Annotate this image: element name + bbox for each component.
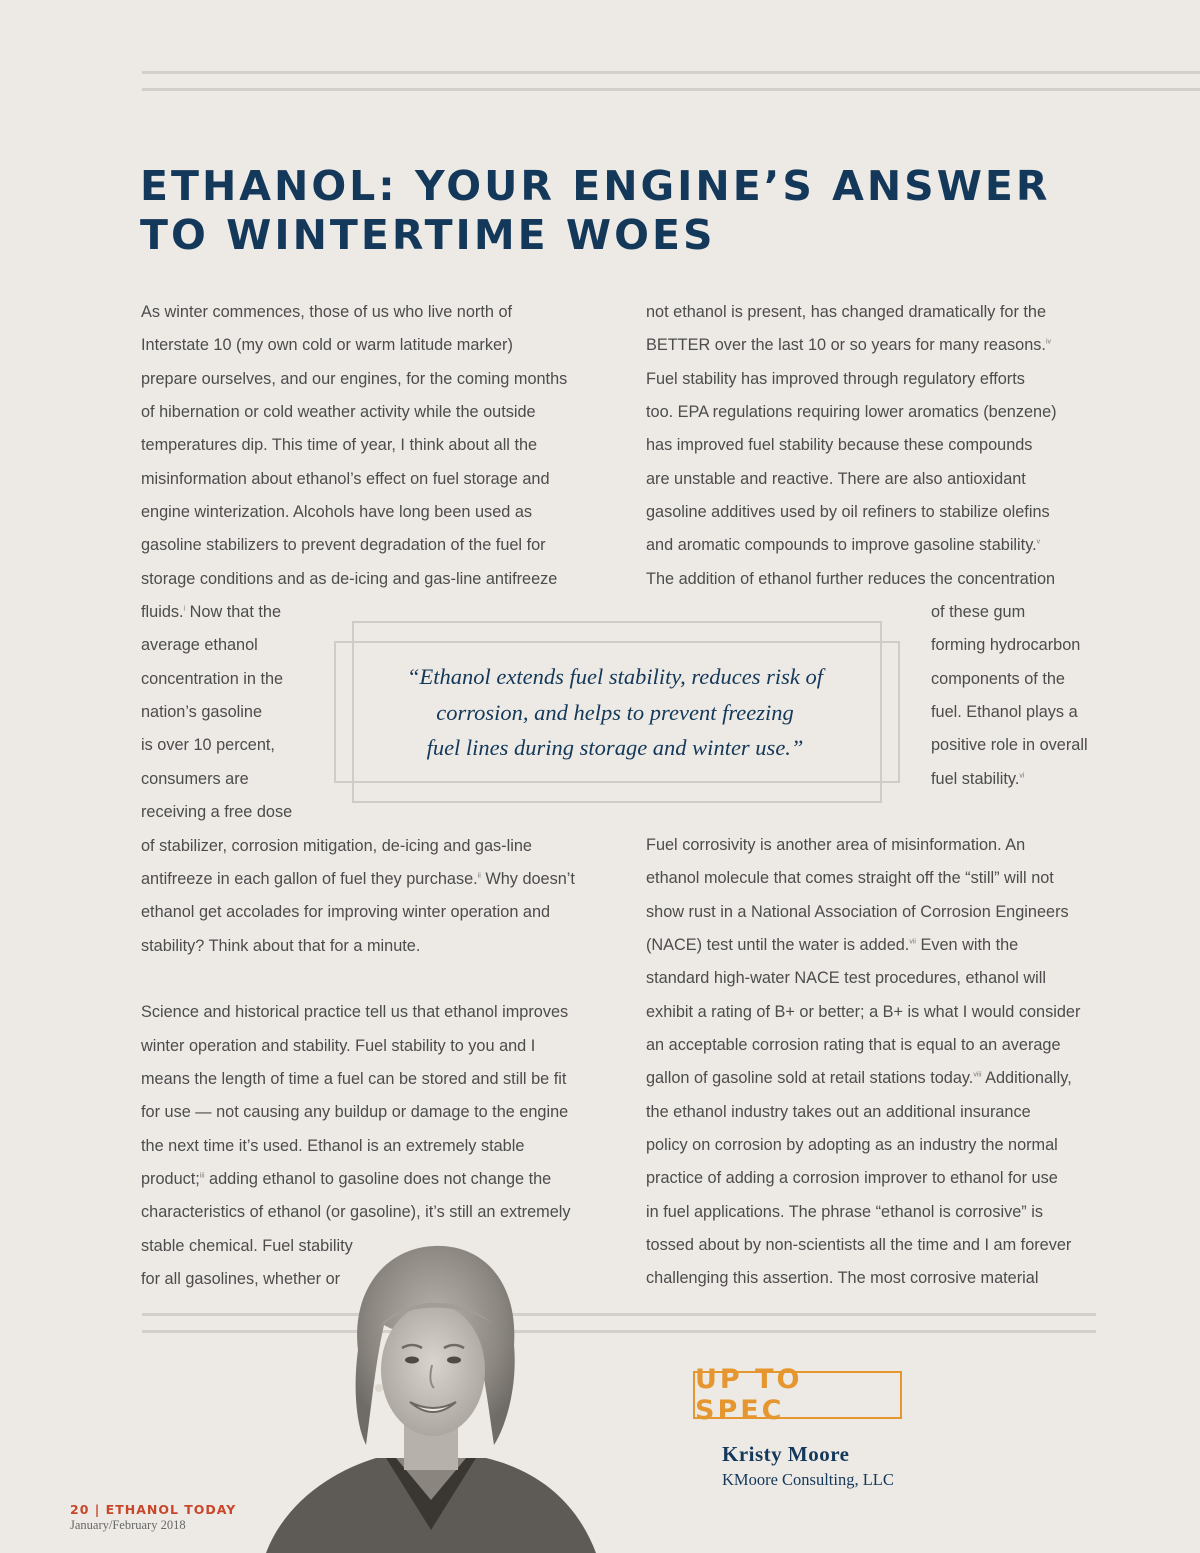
pull-quote-line: corrosion, and helps to prevent freezing — [436, 699, 794, 725]
text-segment: As winter commences, those of us who live north of — [141, 303, 513, 321]
author-portrait — [266, 1230, 596, 1553]
text-segment: the next time it’s used. Ethanol is an extremely stable — [141, 1136, 525, 1155]
text-line — [141, 529, 575, 562]
text-segment: winter operation and stability. Fuel stability to you and I — [141, 1036, 536, 1055]
text-segment: product; — [141, 1169, 200, 1188]
text-line — [646, 1096, 1080, 1129]
endnote-ref: i — [183, 605, 186, 613]
text-line — [646, 496, 1057, 529]
text-segment: Even with the — [915, 936, 1019, 955]
text-line — [141, 1196, 575, 1229]
up-to-spec-label: UP TO SPEC — [695, 1364, 803, 1426]
text-line — [646, 829, 1080, 862]
text-segment: adding ethanol to gasoline does not change the — [204, 1169, 552, 1188]
text-segment: of these gum — [931, 603, 1026, 621]
text-segment: Now that the — [185, 603, 282, 622]
text-line — [141, 1063, 575, 1096]
text-segment: an acceptable corrosion rating that is equal to an average — [646, 1036, 1061, 1055]
right-column-bottom — [646, 829, 1080, 1296]
right-column-wrap — [931, 596, 1088, 796]
text-line — [646, 1029, 1080, 1062]
text-line — [931, 629, 1088, 662]
text-line — [141, 296, 575, 329]
text-line — [141, 1096, 575, 1129]
text-segment: storage conditions and as de-icing and gas-line antifreeze — [141, 569, 558, 588]
text-line — [141, 396, 575, 429]
text-line — [646, 396, 1057, 429]
text-segment: policy on corrosion by adopting as an industry the normal — [646, 1136, 1058, 1155]
text-segment: nation’s gasoline — [141, 703, 262, 722]
text-line — [931, 729, 1088, 762]
text-line — [646, 1229, 1080, 1262]
text-line — [646, 463, 1057, 496]
pull-quote-line: “Ethanol extends fuel stability, reduces risk of — [407, 664, 823, 689]
text-line — [646, 1062, 1080, 1095]
endnote-ref: ii — [477, 872, 481, 880]
text-line — [141, 896, 575, 929]
text-segment: receiving a free dose — [141, 803, 293, 822]
title-line: TO WINTERTIME WOES — [140, 211, 716, 259]
text-line — [141, 363, 575, 396]
text-line — [646, 529, 1057, 562]
text-line — [141, 496, 575, 529]
pull-quote-line: fuel lines during storage and winter use.” — [426, 735, 804, 760]
text-segment: show rust in a National Association of Corrosion Engineers — [646, 902, 1069, 921]
text-segment: (NACE) test until the water is added. — [646, 936, 910, 955]
title-line: ETHANOL: YOUR ENGINE’S ANSWER — [140, 162, 1051, 210]
endnote-ref: vi — [1019, 772, 1025, 780]
text-line — [931, 596, 1088, 629]
text-line — [931, 696, 1088, 729]
text-segment: Why doesn’t — [480, 869, 575, 888]
text-line — [141, 996, 575, 1029]
text-segment: stable chemical. Fuel stability — [141, 1236, 353, 1255]
text-line — [646, 862, 1080, 895]
endnote-ref: iii — [199, 1172, 205, 1180]
text-segment: Interstate 10 (my own cold or warm latitude marker) — [141, 336, 513, 355]
text-segment: gallon of gasoline sold at retail stations today. — [646, 1069, 974, 1088]
text-segment: too. EPA regulations requiring lower aromatics (benzene) — [646, 403, 1057, 422]
text-line — [646, 429, 1057, 462]
text-line — [646, 296, 1057, 329]
text-segment: for all gasolines, whether or — [141, 1269, 341, 1288]
text-segment: has improved fuel stability because these compounds — [646, 436, 1033, 455]
text-line — [141, 1163, 575, 1196]
text-segment: not ethanol is present, has changed dramatically for the — [646, 303, 1047, 321]
text-segment: Additionally, — [981, 1069, 1072, 1088]
text-line — [141, 930, 575, 963]
text-line — [141, 329, 575, 362]
text-line — [141, 429, 575, 462]
text-line — [646, 996, 1080, 1029]
text-segment: stability? Think about that for a minute. — [141, 936, 421, 955]
text-segment: of stabilizer, corrosion mitigation, de-icing and gas-line — [141, 836, 532, 855]
text-line — [931, 663, 1088, 696]
text-segment: engine winterization. Alcohols have long been used as — [141, 503, 533, 522]
endnote-ref: vii — [909, 938, 916, 946]
text-segment: practice of adding a corrosion improver to ethanol for use — [646, 1169, 1058, 1188]
text-segment: characteristics of ethanol (or gasoline), it’s still an extremely — [141, 1203, 571, 1222]
text-line — [646, 962, 1080, 995]
text-line — [646, 363, 1057, 396]
text-segment: challenging this assertion. The most corrosive material — [646, 1269, 1039, 1288]
text-segment: in fuel applications. The phrase “ethanol is corrosive” is — [646, 1202, 1043, 1221]
text-segment: antifreeze in each gallon of fuel they purchase. — [141, 869, 478, 888]
text-segment: The addition of ethanol further reduces the concentration — [646, 569, 1056, 588]
paragraph-break — [141, 963, 575, 996]
text-line — [646, 929, 1080, 962]
text-segment: are unstable and reactive. There are also antioxidant — [646, 469, 1026, 488]
text-line — [141, 1030, 575, 1063]
text-segment: Fuel stability has improved through regulatory efforts — [646, 369, 1025, 388]
text-segment: fluids. — [141, 603, 184, 622]
text-segment: Science and historical practice tell us that ethanol improves — [141, 1003, 569, 1022]
text-line — [141, 463, 575, 496]
text-segment: of hibernation or cold weather activity while the outside — [141, 403, 536, 422]
endnote-ref: iv — [1045, 338, 1052, 346]
endnote-ref: viii — [973, 1071, 982, 1079]
text-segment: components of the — [931, 669, 1065, 688]
text-segment: Fuel corrosivity is another area of misinformation. An — [646, 836, 1026, 854]
text-segment: fuel. Ethanol plays a — [931, 703, 1078, 722]
text-segment: forming hydrocarbon — [931, 636, 1081, 655]
text-segment: ethanol get accolades for improving winter operation and — [141, 903, 551, 922]
endnote-ref: v — [1036, 538, 1041, 546]
up-to-spec-badge — [693, 1364, 902, 1426]
text-segment: gasoline additives used by oil refiners to stabilize olefins — [646, 503, 1050, 522]
text-segment: misinformation about ethanol’s effect on fuel storage and — [141, 469, 550, 488]
text-segment: the ethanol industry takes out an additional insurance — [646, 1102, 1031, 1121]
top-rule-2 — [142, 88, 1200, 91]
text-line — [646, 1262, 1080, 1295]
text-line — [931, 763, 1088, 796]
text-segment: tossed about by non-scientists all the time and I am forever — [646, 1236, 1072, 1255]
text-line — [141, 563, 575, 596]
text-segment: temperatures dip. This time of year, I think about all the — [141, 436, 538, 455]
issue-date: January/February 2018 — [70, 1518, 186, 1532]
text-segment: concentration in the — [141, 669, 284, 688]
text-segment: gasoline stabilizers to prevent degradation of the fuel for — [141, 536, 546, 555]
author-name: Kristy Moore — [722, 1442, 850, 1466]
text-line — [141, 1130, 575, 1163]
text-line — [141, 830, 575, 863]
text-line — [646, 563, 1057, 596]
text-segment: means the length of time a fuel can be stored and still be fit — [141, 1069, 567, 1088]
text-segment: standard high-water NACE test procedures, ethanol will — [646, 969, 1046, 988]
right-column-top — [646, 296, 1057, 596]
author-company: KMoore Consulting, LLC — [722, 1470, 894, 1489]
page-folio: 20 | ETHANOL TODAY — [70, 1502, 237, 1517]
text-line — [141, 863, 575, 896]
top-rule-1 — [142, 71, 1200, 74]
pull-quote — [360, 659, 870, 766]
text-segment: positive role in overall — [931, 736, 1088, 755]
text-segment: fuel stability. — [931, 769, 1020, 788]
text-line — [646, 896, 1080, 929]
text-segment: prepare ourselves, and our engines, for the coming months — [141, 369, 568, 388]
text-segment: and aromatic compounds to improve gasoline stability. — [646, 536, 1037, 555]
text-line — [646, 1162, 1080, 1195]
text-segment: exhibit a rating of B+ or better; a B+ is what I would consider — [646, 1002, 1081, 1021]
text-line — [646, 1129, 1080, 1162]
text-segment: is over 10 percent, — [141, 736, 275, 755]
text-segment: ethanol molecule that comes straight off the “still” will not — [646, 869, 1054, 888]
text-segment: BETTER over the last 10 or so years for many reasons. — [646, 336, 1046, 355]
article-title — [140, 162, 1051, 260]
text-segment: consumers are — [141, 769, 249, 788]
text-segment: average ethanol — [141, 636, 258, 655]
text-line — [646, 329, 1057, 362]
text-line — [646, 1196, 1080, 1229]
text-segment: for use — not causing any buildup or damage to the engine — [141, 1103, 569, 1122]
